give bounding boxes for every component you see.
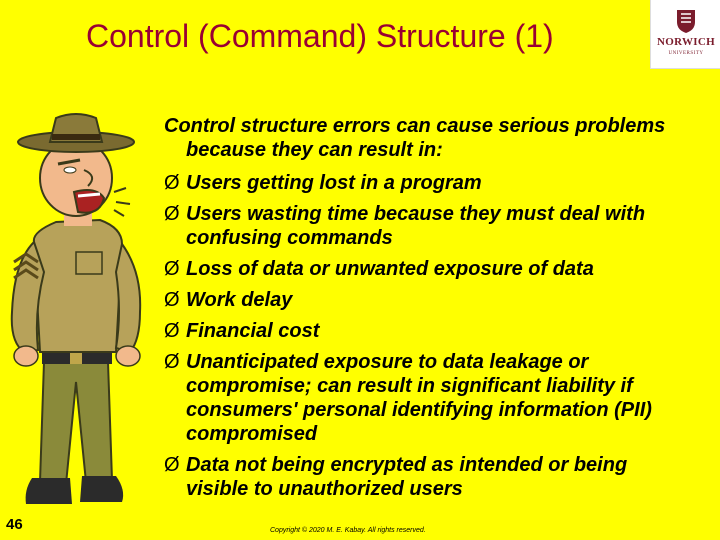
bullet-item bbox=[164, 350, 694, 446]
arrow-bullet-icon: Ø bbox=[164, 454, 180, 476]
bullet-text: Unanticipated exposure to data leakage or compromise; can result in significant liability if consumers' personal identifying information (PII) compromised bbox=[186, 351, 652, 445]
copyright-notice: Copyright © 2020 M. E. Kabay. All rights reserved. bbox=[270, 527, 426, 534]
bullet-text: Loss of data or unwanted exposure of data bbox=[186, 258, 594, 280]
arrow-bullet-icon: Ø bbox=[164, 320, 180, 342]
bullet-text: Financial cost bbox=[186, 320, 320, 342]
bullet-text: Work delay bbox=[186, 289, 293, 311]
bullet-list bbox=[164, 171, 694, 501]
page-number: 46 bbox=[6, 516, 23, 533]
logo-subtitle: UNIVERSITY bbox=[668, 51, 704, 56]
drill-sergeant-illustration bbox=[4, 112, 154, 512]
arrow-bullet-icon: Ø bbox=[164, 172, 180, 194]
arrow-bullet-icon: Ø bbox=[164, 351, 180, 373]
norwich-logo bbox=[650, 0, 720, 69]
slide-title: Control (Command) Structure (1) bbox=[86, 18, 554, 54]
bullet-item bbox=[164, 257, 694, 281]
intro-text: Control structure errors can cause serious problems because they can result in: bbox=[164, 115, 666, 161]
bullet-item bbox=[164, 202, 694, 250]
arrow-bullet-icon: Ø bbox=[164, 258, 180, 280]
bullet-text: Users wasting time because they must deal with confusing commands bbox=[186, 203, 646, 249]
logo-name: NORWICH bbox=[657, 36, 715, 48]
bullet-item bbox=[164, 453, 694, 501]
slide-body bbox=[164, 114, 694, 508]
bullet-item bbox=[164, 288, 694, 312]
bullet-item bbox=[164, 171, 694, 195]
shield-icon bbox=[675, 8, 697, 34]
arrow-bullet-icon: Ø bbox=[164, 203, 180, 225]
bullet-text: Data not being encrypted as intended or being visible to unauthorized users bbox=[186, 454, 628, 500]
arrow-bullet-icon: Ø bbox=[164, 289, 180, 311]
bullet-text: Users getting lost in a program bbox=[186, 172, 482, 194]
bullet-item bbox=[164, 319, 694, 343]
